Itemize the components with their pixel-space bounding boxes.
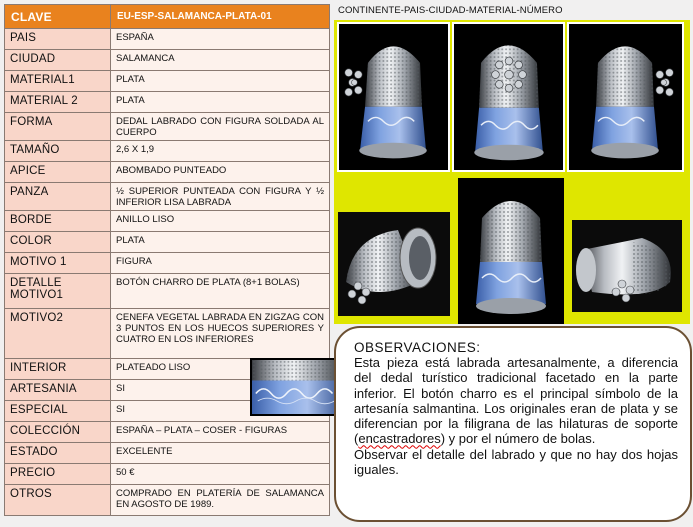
record-value: COMPRADO EN PLATERÍA DE SALAMANCA EN AGOSTO DE 1989. [111, 485, 330, 516]
observations-text-part-2: ) y por el número de bolas. [440, 431, 596, 447]
engraving-detail-photo [250, 358, 346, 416]
record-key: DETALLE MOTIVO1 [5, 274, 111, 309]
observations-text [354, 355, 678, 447]
record-value: ANILLO LISO [111, 211, 330, 232]
thimble-photo-back [458, 178, 564, 324]
photo-caption: CONTINENTE-PAIS-CIUDAD-MATERIAL-NÚMERO [338, 5, 563, 16]
record-key: MATERIAL 2 [5, 92, 111, 113]
record-value: ½ SUPERIOR PUNTEADA CON FIGURA Y ½ INFERIOR LISA LABRADA [111, 183, 330, 211]
record-value: PLATA [111, 92, 330, 113]
record-value: CENEFA VEGETAL LABRADA EN ZIGZAG CON 3 PUNTOS EN LOS HUECOS SUPERIORES Y CUATRO EN LOS INFERIORES [111, 309, 330, 359]
observations-text-2: Observar el detalle del labrado y que no hay dos hojas iguales. [354, 446, 678, 478]
observations-title: OBSERVACIONES: [354, 340, 481, 355]
record-row [5, 29, 330, 50]
record-value: ESPAÑA – PLATA – COSER - FIGURAS [111, 422, 330, 443]
record-row [5, 253, 330, 274]
record-key: CIUDAD [5, 50, 111, 71]
record-row [5, 211, 330, 232]
record-row [5, 92, 330, 113]
record-value: PLATA [111, 232, 330, 253]
record-key: ESTADO [5, 443, 111, 464]
record-key: MATERIAL1 [5, 71, 111, 92]
record-key: OTROS [5, 485, 111, 516]
record-value: SALAMANCA [111, 50, 330, 71]
thimble-photo-left [337, 22, 450, 172]
thimble-photo-tilted [338, 212, 450, 316]
record-row [5, 422, 330, 443]
thimble-photo-right [567, 22, 684, 172]
record-value: DEDAL LABRADO CON FIGURA SOLDADA AL CUERPO [111, 113, 330, 141]
record-key: MOTIVO 1 [5, 253, 111, 274]
record-row [5, 71, 330, 92]
record-key: APICE [5, 162, 111, 183]
record-row [5, 50, 330, 71]
record-row [5, 141, 330, 162]
observations-box [334, 326, 692, 522]
record-row [5, 443, 330, 464]
record-value: PLATA [111, 71, 330, 92]
record-row [5, 113, 330, 141]
record-header-row [5, 5, 330, 29]
observations-underlined-word: encastradores [358, 431, 441, 447]
record-key: ARTESANIA [5, 380, 111, 401]
record-row [5, 485, 330, 516]
record-value: EXCELENTE [111, 443, 330, 464]
record-value: EU-ESP-SALAMANCA-PLATA-01 [111, 5, 330, 29]
record-row [5, 232, 330, 253]
thimble-photo-lying [572, 220, 682, 312]
record-key: BORDE [5, 211, 111, 232]
record-key: COLECCIÓN [5, 422, 111, 443]
record-row [5, 162, 330, 183]
record-row [5, 309, 330, 359]
record-row [5, 464, 330, 485]
record-value: ABOMBADO PUNTEADO [111, 162, 330, 183]
photo-panel [334, 20, 690, 324]
record-key: PANZA [5, 183, 111, 211]
record-key: INTERIOR [5, 359, 111, 380]
record-value: PLATEADO LISO [111, 359, 330, 380]
thimble-photo-front [452, 22, 565, 172]
record-value: ESPAÑA [111, 29, 330, 50]
record-key: COLOR [5, 232, 111, 253]
record-value: BOTÓN CHARRO DE PLATA (8+1 BOLAS) [111, 274, 330, 309]
record-value: 50 € [111, 464, 330, 485]
observations-text-part-1: Esta pieza está labrada artesanalmente, a diferencia del dedal turístico tradicional facetado en la parte inferior. El botón charro es el principal símbolo de la artesanía salmantina. Los originales eran de plata y se diferencian por la filigrana de las hilaturas de soporte ( [354, 355, 678, 447]
record-key: FORMA [5, 113, 111, 141]
record-key: PAIS [5, 29, 111, 50]
record-value: SI [111, 401, 330, 422]
record-row [5, 183, 330, 211]
record-key: ESPECIAL [5, 401, 111, 422]
thimble-record-table [4, 4, 330, 516]
record-row [5, 274, 330, 309]
record-value: 2,6 X 1,9 [111, 141, 330, 162]
record-key: CLAVE [5, 5, 111, 29]
record-key: PRECIO [5, 464, 111, 485]
record-value: SI [111, 380, 330, 401]
record-key: TAMAÑO [5, 141, 111, 162]
record-value: FIGURA [111, 253, 330, 274]
record-key: MOTIVO2 [5, 309, 111, 359]
